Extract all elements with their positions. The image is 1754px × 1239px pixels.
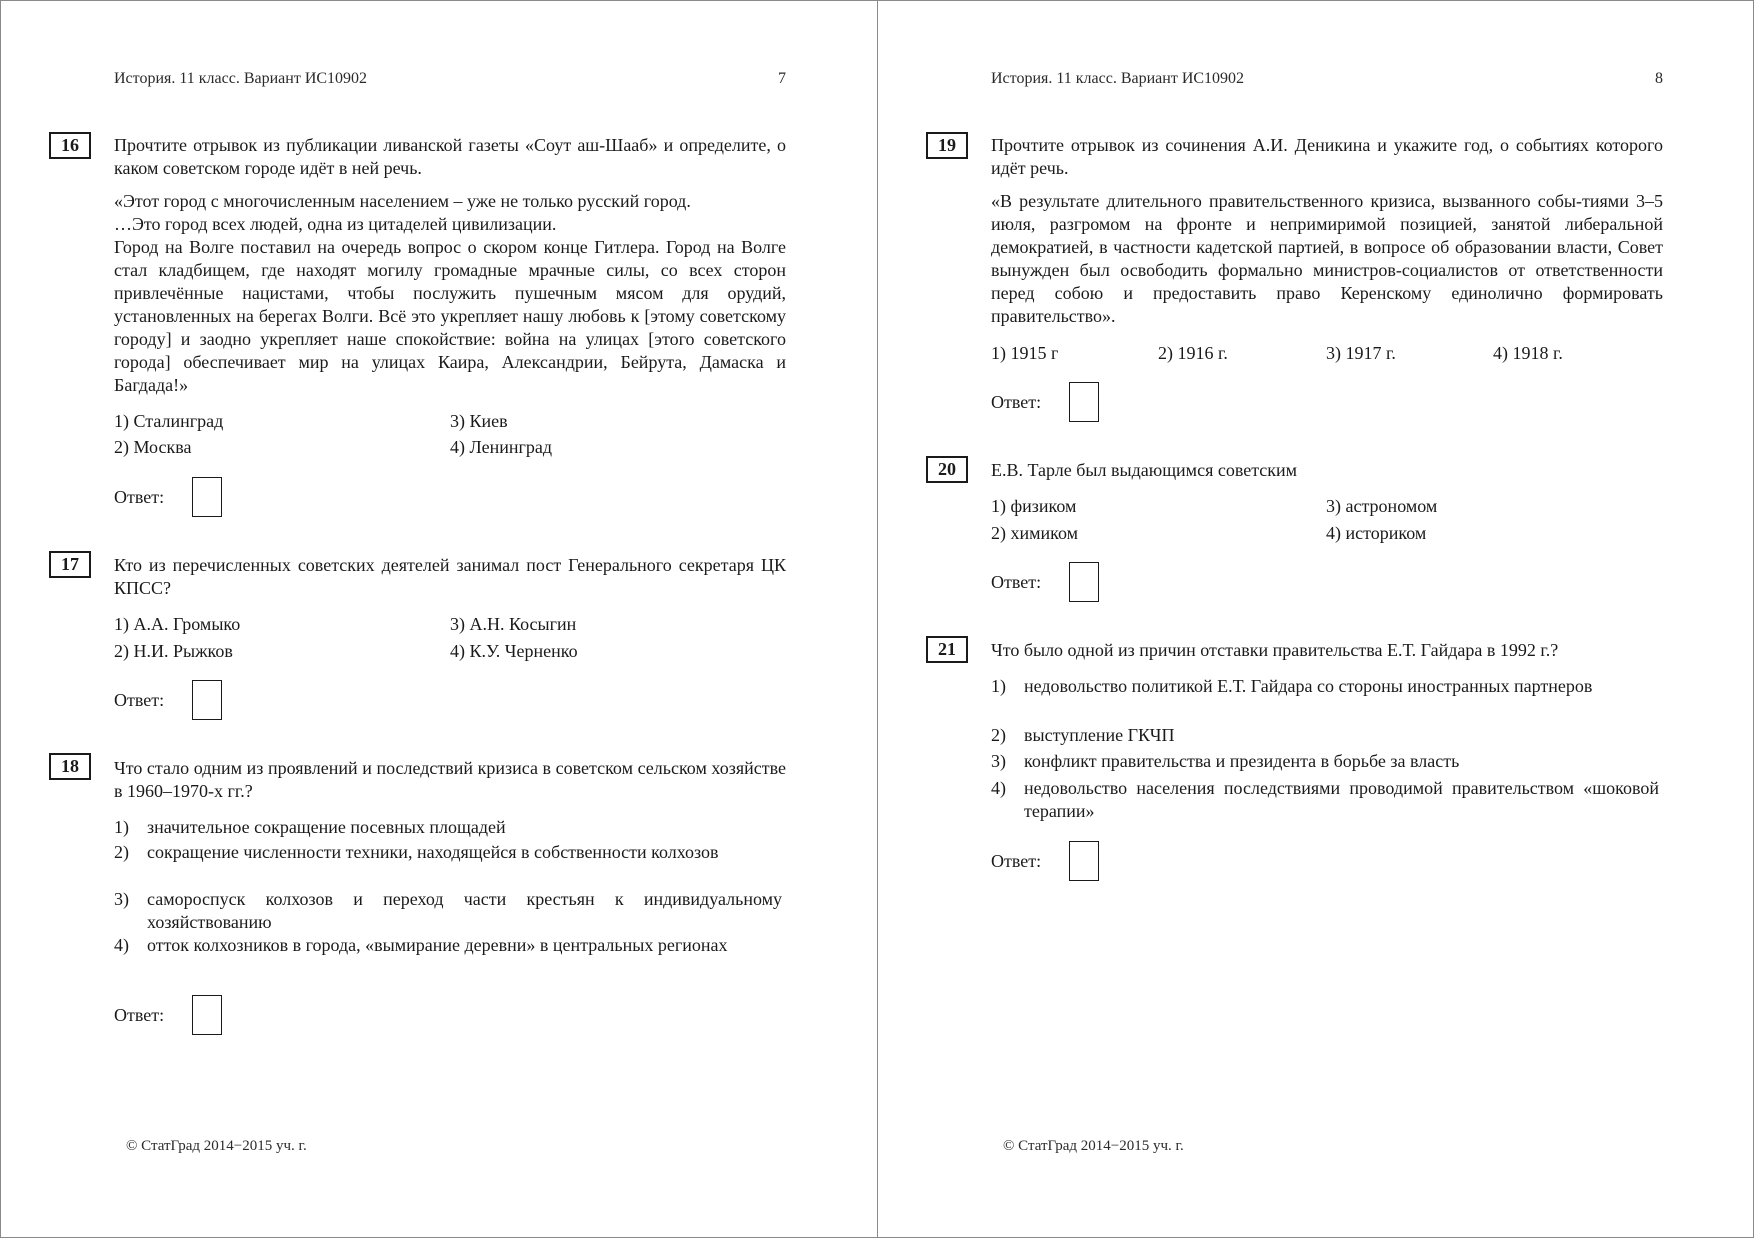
- option-text: недовольство населения последствиями проводимой правительством «шоковой терапии»: [1024, 778, 1659, 821]
- answer-label: Ответ:: [114, 486, 165, 507]
- option-number: 1): [991, 676, 1006, 696]
- page-footer: © СтатГрад 2014−2015 уч. г.: [1003, 1138, 1184, 1154]
- question-number: 16: [49, 132, 91, 159]
- question-number: 18: [49, 753, 91, 780]
- option-text: самороспуск колхозов и переход части крестьян к индивидуальному хозяйствованию: [147, 889, 782, 932]
- option-number: 4): [991, 778, 1006, 798]
- option-2[interactable]: [991, 724, 1659, 747]
- quote-line: …Это город всех людей, одна из цитаделей цивилизации.: [114, 214, 557, 234]
- answer-label: Ответ:: [114, 1004, 165, 1025]
- option-3[interactable]: 3) астрономом: [1326, 496, 1438, 516]
- option-1[interactable]: [114, 816, 782, 839]
- option-4[interactable]: 4) Ленинград: [450, 437, 552, 457]
- question-text: Прочтите отрывок из сочинения А.И. Деникина и укажите год, о событиях которого идёт речь.: [991, 135, 1663, 178]
- option-text: отток колхозников в города, «вымирание деревни» в центральных регионах: [147, 935, 728, 955]
- option-1[interactable]: [991, 675, 1659, 698]
- option-text: сокращение численности техники, находящейся в собственности колхозов: [147, 842, 719, 862]
- question-text: Е.В. Тарле был выдающимся советским: [991, 460, 1298, 480]
- answer-row: [991, 562, 1099, 602]
- option-number: 3): [991, 751, 1006, 771]
- option-4[interactable]: 4) К.У. Черненко: [450, 641, 578, 661]
- answer-row: [114, 995, 222, 1035]
- answer-row: [114, 680, 222, 720]
- option-2[interactable]: 2) 1916 г.: [1158, 343, 1228, 363]
- option-4[interactable]: [114, 934, 782, 957]
- question-text: Кто из перечисленных советских деятелей занимал пост Генерального секретаря ЦК КПСС?: [114, 555, 786, 598]
- answer-box[interactable]: [1069, 382, 1099, 422]
- option-number: 2): [991, 725, 1006, 745]
- answer-box[interactable]: [192, 995, 222, 1035]
- option-2[interactable]: 2) Москва: [114, 437, 192, 457]
- quote-line: «Этот город с многочисленным населением – уже не только русский город.: [114, 191, 691, 211]
- option-4[interactable]: 4) историком: [1326, 523, 1427, 543]
- option-1[interactable]: 1) А.А. Громыко: [114, 614, 241, 634]
- option-3[interactable]: 3) А.Н. Косыгин: [450, 614, 577, 634]
- option-text: выступление ГКЧП: [1024, 725, 1175, 745]
- answer-box[interactable]: [1069, 841, 1099, 881]
- option-text: недовольство политикой Е.Т. Гайдара со стороны иностранных партнеров: [1024, 676, 1593, 696]
- option-1[interactable]: 1) физиком: [991, 496, 1077, 516]
- option-4[interactable]: 4) 1918 г.: [1493, 343, 1563, 363]
- right-page: [877, 0, 1754, 1238]
- option-2[interactable]: 2) химиком: [991, 523, 1079, 543]
- option-text: значительное сокращение посевных площадей: [147, 817, 506, 837]
- answer-row: [991, 841, 1099, 881]
- left-page: [0, 0, 877, 1238]
- option-2[interactable]: 2) Н.И. Рыжков: [114, 641, 233, 661]
- answer-label: Ответ:: [991, 571, 1042, 592]
- question-number: 19: [926, 132, 968, 159]
- page-footer: © СтатГрад 2014−2015 уч. г.: [126, 1138, 307, 1154]
- option-1[interactable]: 1) Сталинград: [114, 411, 224, 431]
- option-number: 2): [114, 842, 129, 862]
- option-number: 3): [114, 889, 129, 909]
- question-text: Что стало одним из проявлений и последствий кризиса в советском сельском хозяйстве в 1960–1970-х гг.?: [114, 758, 786, 801]
- answer-row: [114, 477, 222, 517]
- question-text: Что было одной из причин отставки правительства Е.Т. Гайдара в 1992 г.?: [991, 640, 1559, 660]
- option-number: 4): [114, 935, 129, 955]
- source-quote: «В результате длительного правительственного кризиса, вызванного собы-тиями 3–5 июля, разгромом на фронте и непримиримой позицией, занятой либеральной демократией, в частности кадетской партией, в вопросе об образовании власти, Совет вынужден был освободить формально министров-социалистов от ответственности перед собою и предоставить право Керенскому единолично формировать правительство».: [991, 191, 1663, 326]
- option-4[interactable]: [991, 777, 1659, 823]
- option-2[interactable]: [114, 841, 782, 864]
- answer-box[interactable]: [1069, 562, 1099, 602]
- option-3[interactable]: 3) Киев: [450, 411, 508, 431]
- question-number: 21: [926, 636, 968, 663]
- answer-label: Ответ:: [114, 689, 165, 710]
- answer-box[interactable]: [192, 477, 222, 517]
- page-header: История. 11 класс. Вариант ИС10902: [991, 70, 1245, 87]
- option-3[interactable]: [114, 888, 782, 934]
- question-text: Прочтите отрывок из публикации ливанской газеты «Соут аш-Шааб» и определите, о каком советском городе идёт в ней речь.: [114, 135, 786, 178]
- option-text: конфликт правительства и президента в борьбе за власть: [1024, 751, 1460, 771]
- answer-label: Ответ:: [991, 391, 1042, 412]
- option-1[interactable]: 1) 1915 г: [991, 343, 1059, 363]
- answer-box[interactable]: [192, 680, 222, 720]
- question-number: 17: [49, 551, 91, 578]
- answer-row: [991, 382, 1099, 422]
- option-3[interactable]: [991, 750, 1659, 773]
- page-header: История. 11 класс. Вариант ИС10902: [114, 70, 368, 87]
- option-3[interactable]: 3) 1917 г.: [1326, 343, 1396, 363]
- answer-label: Ответ:: [991, 850, 1042, 871]
- quote-body: Город на Волге поставил на очередь вопрос о скором конце Гитлера. Город на Волге стал кладбищем, где находят могилу громадные мрачные силы, со всех сторон привлечённые нацистами, чтобы послужить пушечным мясом для орудий, установленных на берегах Волги. Всё это укрепляет нашу любовь к [этому советскому городу] и заодно укрепляет наше спокойствие: война на улицах [этого советского города] обеспечивает мир на улицах Каира, Александрии, Бейрута, Дамаска и Багдада!»: [114, 237, 786, 395]
- page-number: 7: [778, 70, 786, 87]
- question-number: 20: [926, 456, 968, 483]
- source-quote: [114, 190, 786, 397]
- page-number: 8: [1655, 70, 1663, 87]
- option-number: 1): [114, 817, 129, 837]
